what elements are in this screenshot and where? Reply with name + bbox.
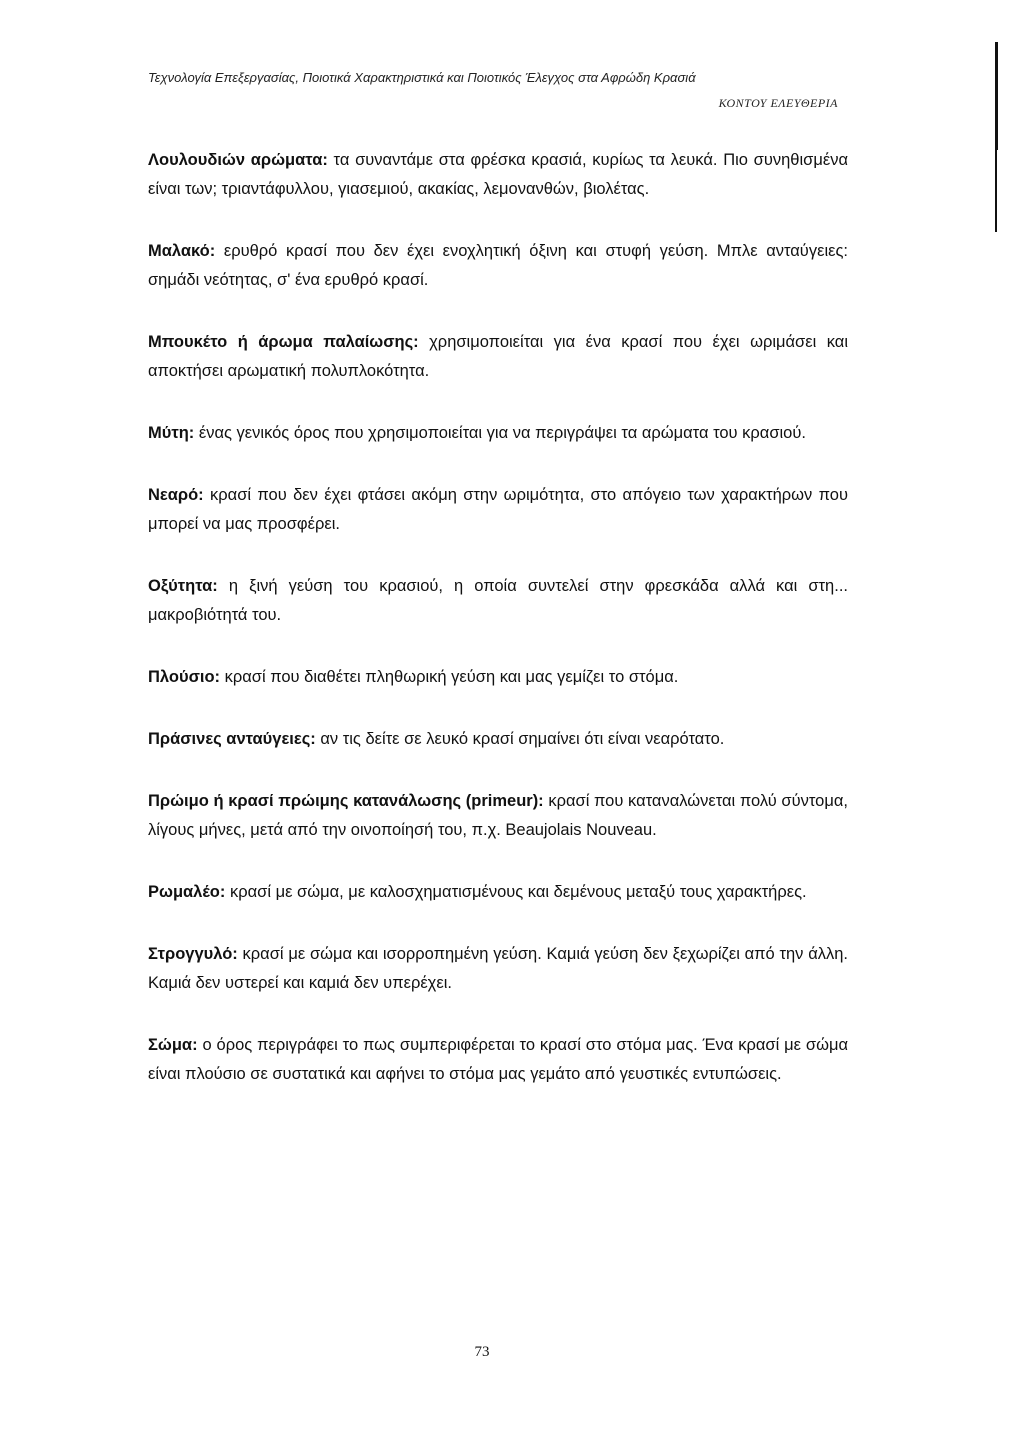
glossary-entry	[148, 481, 848, 539]
margin-rule	[995, 42, 998, 150]
glossary-entry	[148, 419, 848, 448]
glossary-definition: κρασί με σώμα και ισορροπημένη γεύση. Καμιά γεύση δεν ξεχωρίζει από την άλλη. Καμιά δεν υστερεί και καμιά δεν υπερέχει.	[148, 945, 848, 992]
glossary-term: Μύτη:	[148, 424, 195, 442]
glossary-definition: ερυθρό κρασί που δεν έχει ενοχλητική όξινη και στυφή γεύση. Μπλε ανταύγειες: σημάδι νεότητας, σ' ένα ερυθρό κρασί.	[148, 242, 848, 289]
glossary-definition: κρασί που δεν έχει φτάσει ακόμη στην ωριμότητα, στο απόγειο των χαρακτήρων που μπορεί να μας προσφέρει.	[148, 486, 848, 533]
glossary-term: Ρωμαλέο:	[148, 883, 226, 901]
glossary-term: Μπουκέτο ή άρωμα παλαίωσης:	[148, 333, 419, 351]
glossary-definition: κρασί με σώμα, με καλοσχηματισμένους και δεμένους μεταξύ τους χαρακτήρες.	[225, 883, 807, 901]
glossary-entry	[148, 146, 848, 204]
glossary-term: Στρογγυλό:	[148, 945, 238, 963]
glossary-term: Λουλουδιών αρώματα:	[148, 151, 328, 169]
glossary-entry	[148, 725, 848, 754]
glossary-definition: η ξινή γεύση του κρασιού, η οποία συντελεί στην φρεσκάδα αλλά και στη... μακροβιότητά του.	[148, 577, 848, 624]
glossary-term: Πλούσιο:	[148, 668, 221, 686]
glossary-term: Μαλακό:	[148, 242, 216, 260]
glossary-term: Σώμα:	[148, 1036, 198, 1054]
glossary-entry	[148, 237, 848, 295]
glossary-definition: κρασί που διαθέτει πληθωρική γεύση και μας γεμίζει το στόμα.	[220, 668, 679, 686]
glossary-entry	[148, 572, 848, 630]
glossary-entry	[148, 1031, 848, 1089]
glossary-entry	[148, 328, 848, 386]
glossary-entry	[148, 940, 848, 998]
running-header-title: Τεχνολογία Επεξεργασίας, Ποιοτικά Χαρακτηριστικά και Ποιοτικός Έλεγχος στα Αφρώδη Κρασιά	[148, 70, 696, 85]
glossary-definition: ένας γενικός όρος που χρησιμοποιείται για να περιγράψει τα αρώματα του κρασιού.	[194, 424, 806, 442]
glossary-term: Οξύτητα:	[148, 577, 218, 595]
glossary-term: Πράσινες ανταύγειες:	[148, 730, 316, 748]
glossary-entry	[148, 663, 848, 692]
margin-rule	[995, 150, 997, 232]
glossary-definition: χρησιμοποιείται για ένα κρασί που έχει ωριμάσει και αποκτήσει αρωματική πολυπλοκότητα.	[148, 333, 848, 380]
glossary-entry	[148, 878, 848, 907]
glossary-term: Νεαρό:	[148, 486, 204, 504]
glossary-definition: τα συναντάμε στα φρέσκα κρασιά, κυρίως τα λευκά. Πιο συνηθισμένα είναι των; τριαντάφυλλου, γιασεμιού, ακακίας, λεμονανθών, βιολέτας.	[148, 151, 848, 198]
running-header-author: ΚΟΝΤΟΥ ΕΛΕΥΘΕΡΙΑ	[718, 96, 838, 110]
glossary-entry	[148, 787, 848, 845]
glossary-entries	[148, 146, 848, 1122]
page-number: 73	[474, 1344, 490, 1360]
glossary-definition: αν τις δείτε σε λευκό κρασί σημαίνει ότι είναι νεαρότατο.	[315, 730, 725, 748]
glossary-term: Πρώιμο ή κρασί πρώιμης κατανάλωσης (primeur):	[148, 792, 544, 810]
glossary-definition: κρασί που καταναλώνεται πολύ σύντομα, λίγους μήνες, μετά από την οινοποίησή του, π.χ. Beaujolais Nouveau.	[148, 792, 848, 839]
glossary-definition: ο όρος περιγράφει το πως συμπεριφέρεται το κρασί στο στόμα μας. Ένα κρασί με σώμα είναι πλούσιο σε συστατικά και αφήνει το στόμα μας γεμάτο από γευστικές εντυπώσεις.	[148, 1036, 848, 1083]
